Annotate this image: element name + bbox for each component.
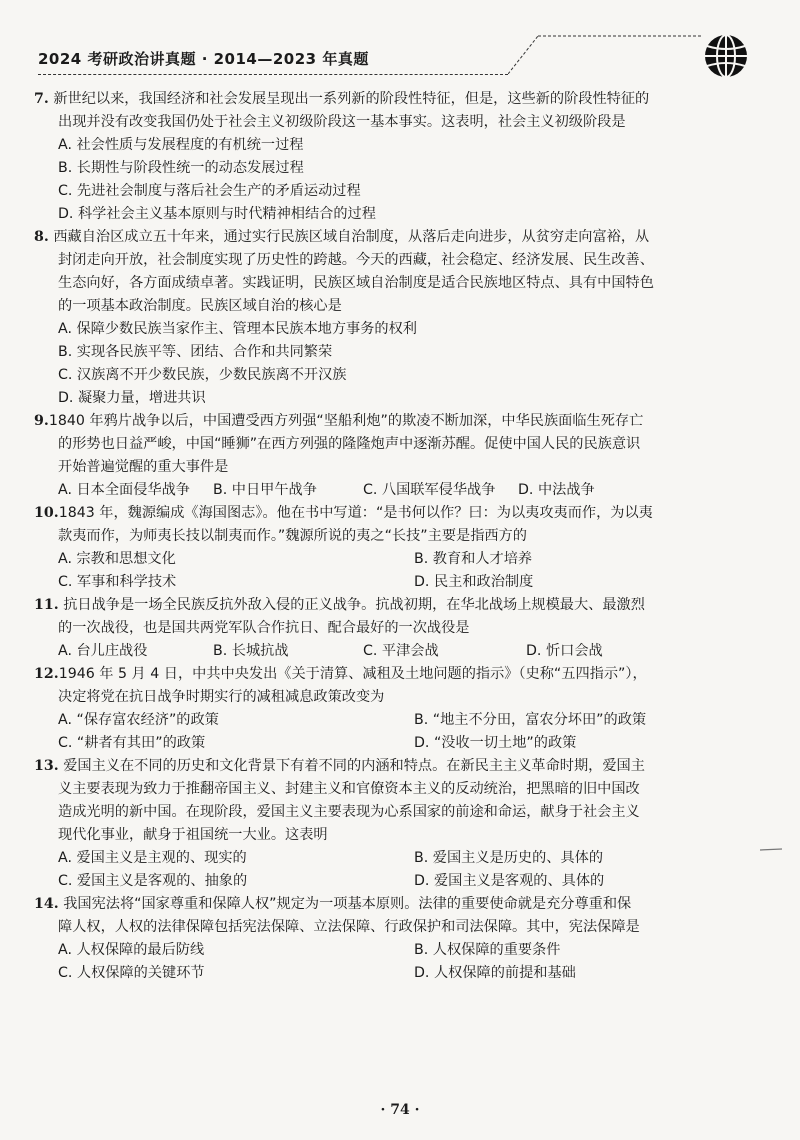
- question-number: 12.: [34, 666, 59, 682]
- question-text: 爱国主义在不同的历史和文化背景下有着不同的内涵和特点。在新民主主义革命时期，爱国主: [63, 758, 645, 774]
- question-7: [34, 88, 760, 226]
- header-rule: [38, 74, 508, 75]
- question-number: 9.: [34, 413, 49, 429]
- option-a: A. 爱国主义是主观的、现实的: [58, 850, 247, 866]
- option-b: B. 长城抗战: [213, 643, 289, 659]
- question-text: 决定将党在抗日战争时期实行的减租减息政策改变为: [58, 689, 385, 705]
- question-number: 8.: [34, 229, 49, 245]
- option-c: C. 人权保障的关键环节: [58, 965, 205, 981]
- option-b: B. 长期性与阶段性统一的动态发展过程: [58, 160, 304, 176]
- option-a: A. 日本全面侵华战争: [58, 482, 190, 498]
- question-number: 11.: [34, 597, 59, 613]
- option-b: B. 爱国主义是历史的、具体的: [414, 850, 604, 866]
- option-d: D. 人权保障的前提和基础: [414, 965, 576, 981]
- question-text: 现代化事业，献身于祖国统一大业。这表明: [58, 827, 328, 843]
- option-d: D. 中法战争: [518, 482, 595, 498]
- option-a: A. 宗教和思想文化: [58, 551, 176, 567]
- question-text: 1946 年 5 月 4 日，中共中央发出《关于清算、减租及土地问题的指示》（史称“五四指示”），: [58, 666, 647, 682]
- option-d: D. 科学社会主义基本原则与时代精神相结合的过程: [58, 206, 376, 222]
- question-text: 新世纪以来，我国经济和社会发展呈现出一系列新的阶段性特征，但是，这些新的阶段性特征的: [53, 91, 650, 107]
- option-d: D. 忻口会战: [526, 643, 603, 659]
- option-d: D. 民主和政治制度: [414, 574, 534, 590]
- question-text: 我国宪法将“国家尊重和保障人权”规定为一项基本原则。法律的重要使命就是充分尊重和保: [63, 896, 632, 912]
- option-a: A. 保障少数民族当家作主、管理本民族本地方事务的权利: [58, 321, 417, 337]
- option-b: B. “地主不分田，富农分坏田”的政策: [414, 712, 647, 728]
- option-c: C. 军事和科学技术: [58, 574, 177, 590]
- globe-icon: [702, 32, 750, 80]
- question-number: 10.: [34, 505, 59, 521]
- option-a: A. “保存富农经济”的政策: [58, 712, 219, 728]
- question-text: 西藏自治区成立五十年来，通过实行民族区域自治制度，从落后走向进步，从贫穷走向富裕，从: [53, 229, 650, 245]
- option-d: D. “没收一切土地”的政策: [414, 735, 577, 751]
- question-number: 13.: [34, 758, 59, 774]
- question-text: 义主要表现为致力于推翻帝国主义、封建主义和官僚资本主义的反动统治，把黑暗的旧中国改: [58, 781, 640, 797]
- option-c: C. “耕者有其田”的政策: [58, 735, 206, 751]
- question-9: [34, 410, 760, 502]
- question-text: 1843 年，魏源编成《海国图志》。他在书中写道：“是书何以作？曰：为以夷攻夷而作，为以夷: [58, 505, 653, 521]
- option-b: B. 实现各民族平等、团结、合作和共同繁荣: [58, 344, 333, 360]
- question-text: 的一次战役，也是国共两党军队合作抗日、配合最好的一次战役是: [58, 620, 470, 636]
- question-list: [34, 88, 760, 985]
- option-a: A. 人权保障的最后防线: [58, 942, 205, 958]
- page-header: [38, 40, 753, 82]
- question-text: 开始普遍觉醒的重大事件是: [58, 459, 229, 475]
- question-11: [34, 594, 760, 663]
- question-10: [34, 502, 760, 594]
- question-text: 的一项基本政治制度。民族区域自治的核心是: [58, 298, 342, 314]
- question-number: 7.: [34, 91, 49, 107]
- option-b: B. 教育和人才培养: [414, 551, 533, 567]
- header-divider: [508, 34, 708, 74]
- question-number: 14.: [34, 896, 59, 912]
- question-text: 生态向好，各方面成绩卓著。实践证明，民族区域自治制度是适合民族地区特点、具有中国特色: [58, 275, 654, 291]
- question-text: 1840 年鸦片战争以后，中国遭受西方列强“坚船利炮”的欺凌不断加深，中华民族面临生死存亡: [48, 413, 644, 429]
- question-12: [34, 663, 760, 755]
- option-a: A. 社会性质与发展程度的有机统一过程: [58, 137, 304, 153]
- option-c: C. 八国联军侵华战争: [363, 482, 496, 498]
- option-c: C. 平津会战: [363, 643, 439, 659]
- question-text: 抗日战争是一场全民族反抗外敌入侵的正义战争。抗战初期，在华北战场上规模最大、最激烈: [63, 597, 645, 613]
- option-c: C. 先进社会制度与落后社会生产的矛盾运动过程: [58, 183, 361, 199]
- scan-mark: [760, 848, 782, 852]
- question-text: 造成光明的新中国。在现阶段，爱国主义主要表现为心系国家的前途和命运，献身于社会主义: [58, 804, 640, 820]
- option-a: A. 台儿庄战役: [58, 643, 148, 659]
- page-number: · 74 ·: [380, 1102, 420, 1118]
- question-text: 的形势也日益严峻，中国“睡狮”在西方列强的隆隆炮声中逐渐苏醒。促使中国人民的民族意识: [58, 436, 641, 452]
- question-text: 款夷而作，为师夷长技以制夷而作。”魏源所说的夷之“长技”主要是指西方的: [58, 528, 527, 544]
- question-text: 障人权，人权的法律保障包括宪法保障、立法保障、行政保护和司法保障。其中，宪法保障是: [58, 919, 640, 935]
- header-title: 2024 考研政治讲真题 · 2014—2023 年真题: [38, 50, 369, 68]
- question-8: [34, 226, 760, 410]
- question-text: 出现并没有改变我国仍处于社会主义初级阶段这一基本事实。这表明，社会主义初级阶段是: [58, 114, 626, 130]
- option-b: B. 中日甲午战争: [213, 482, 317, 498]
- option-d: D. 爱国主义是客观的、具体的: [414, 873, 605, 889]
- question-14: [34, 893, 760, 985]
- question-text: 封闭走向开放，社会制度实现了历史性的跨越。今天的西藏，社会稳定、经济发展、民生改善、: [58, 252, 654, 268]
- option-d: D. 凝聚力量，增进共识: [58, 390, 206, 406]
- question-13: [34, 755, 760, 893]
- option-c: C. 汉族离不开少数民族，少数民族离不开汉族: [58, 367, 347, 383]
- option-c: C. 爱国主义是客观的、抽象的: [58, 873, 248, 889]
- option-b: B. 人权保障的重要条件: [414, 942, 561, 958]
